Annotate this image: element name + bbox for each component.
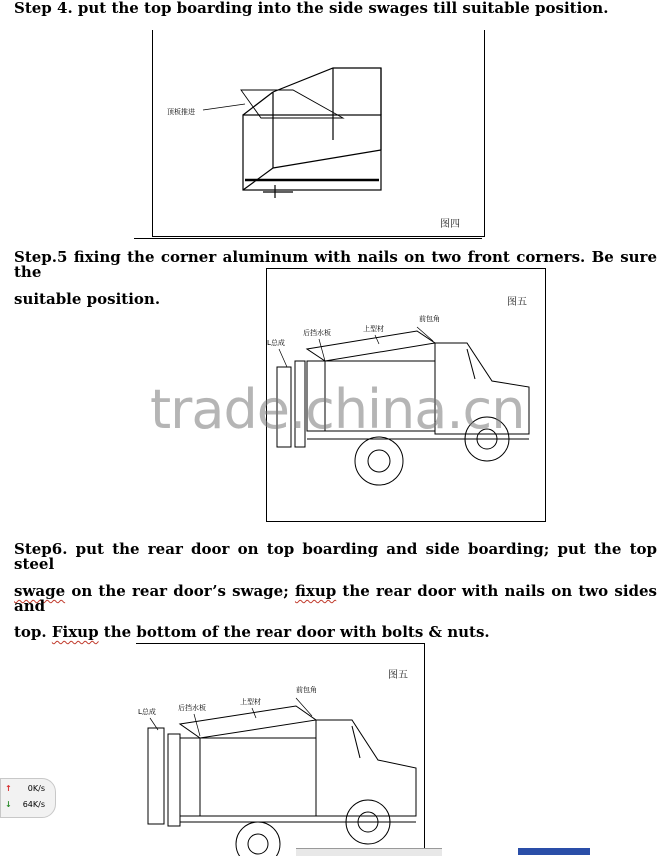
step6-truck-drawing [136, 644, 424, 856]
step5-callout-3: 上型材 [363, 325, 384, 333]
step5-line1: Step.5 fixing the corner aluminum with nails on two front corners. Be sure the [14, 248, 657, 281]
upload-arrow-icon: ↑ [5, 784, 12, 793]
step4-callout: 顶板推进 [167, 108, 195, 116]
download-speed: 64K/s [22, 800, 45, 809]
spellcheck-word: swage [14, 582, 66, 600]
step5-figure [266, 268, 546, 522]
step4-box-drawing [153, 30, 484, 236]
step4-text: Step 4. put the top boarding into the side swages till suitable position. [14, 0, 609, 17]
step5-line2: suitable position. [14, 290, 161, 308]
step6-line1: Step6. put the rear door on top boarding and side boarding; put the top steel [14, 540, 657, 573]
step6-line3 [14, 625, 490, 640]
step6-callout-1: L总成 [138, 708, 156, 716]
upload-speed: 0K/s [27, 784, 45, 793]
taskbar-fragment-right[interactable] [518, 848, 590, 855]
step5-callout-2: 后挡水板 [303, 329, 331, 337]
step5-truck-drawing [267, 269, 545, 521]
step6-callout-3: 上型材 [240, 698, 261, 706]
spellcheck-word: Fixup [51, 623, 99, 641]
watermark: trade.china.cn [150, 378, 525, 441]
step6-line2 [14, 584, 657, 614]
step6-line2-text: on the rear door’s swage; [65, 582, 295, 600]
step6-callout-2: 后挡水板 [178, 704, 206, 712]
step6-callout-4: 前包角 [296, 686, 317, 694]
step5-callout-1: L总成 [267, 339, 285, 347]
step6-line2-text: the rear door with nails on two sides and [14, 582, 657, 615]
step6-figure [136, 643, 425, 856]
network-speed-widget[interactable] [0, 778, 56, 818]
step6-line3-text: top. [14, 623, 52, 641]
step5-callout-4: 前包角 [419, 315, 440, 323]
step4-figure-label: 图四 [440, 219, 460, 230]
step4-divider [134, 238, 482, 239]
spellcheck-word: fixup [294, 582, 337, 600]
download-arrow-icon: ↓ [5, 800, 12, 809]
step6-line3-text: the bottom of the rear door with bolts & nuts. [98, 623, 490, 641]
step6-figure-label: 图五 [388, 670, 408, 681]
step4-figure [152, 30, 485, 237]
step5-figure-label: 图五 [507, 297, 527, 308]
